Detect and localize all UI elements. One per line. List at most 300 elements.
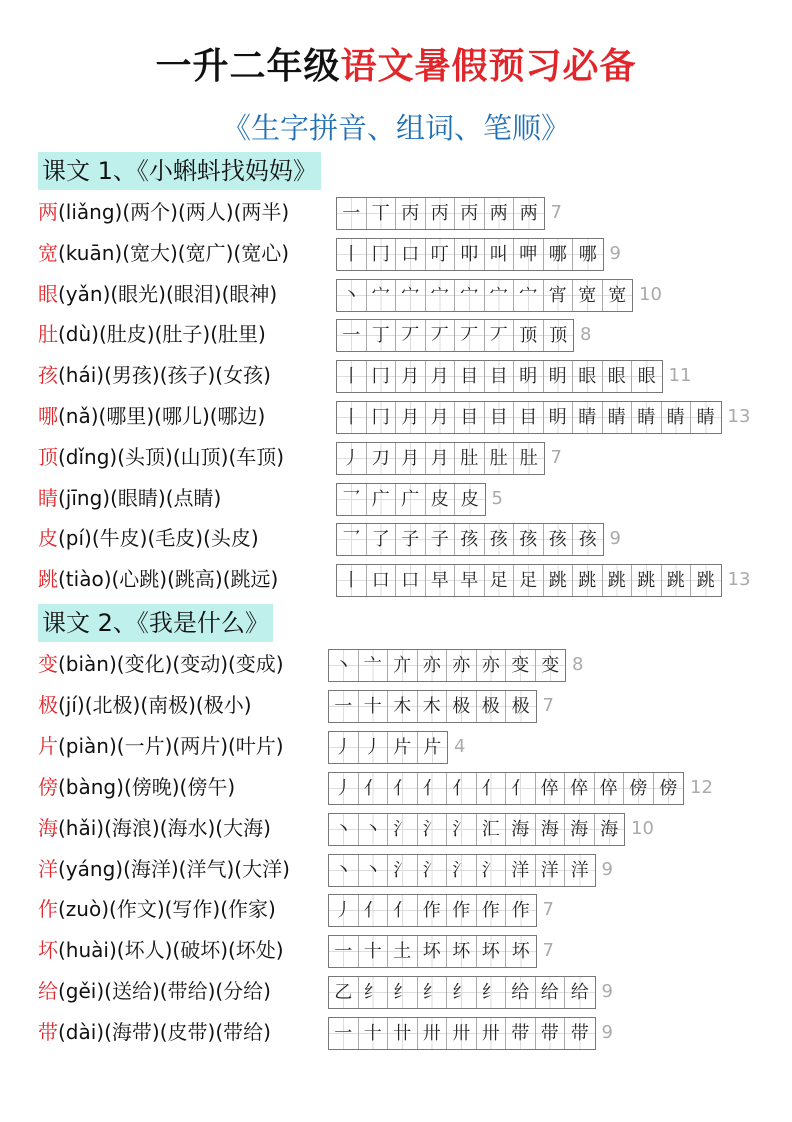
stroke-cell: 月 <box>426 402 456 433</box>
stroke-order-grid <box>328 731 448 764</box>
stroke-cell: 坏 <box>477 936 507 967</box>
stroke-cell: 乛 <box>337 484 367 515</box>
stroke-cell: 两 <box>485 198 515 229</box>
stroke-order-grid <box>336 523 604 556</box>
stroke-cell: 坏 <box>418 936 448 967</box>
stroke-cell: 一 <box>329 936 359 967</box>
pinyin: (gěi) <box>58 979 105 1004</box>
character-label <box>38 396 265 436</box>
character-label <box>38 767 235 807</box>
stroke-cell: 傍 <box>654 773 684 804</box>
stroke-cell: 跳 <box>632 565 662 596</box>
character-label <box>38 644 284 684</box>
stroke-cell: 月 <box>396 402 426 433</box>
word-list: (海洋)(洋气)(大洋) <box>123 856 290 881</box>
stroke-cell: 丿 <box>359 732 389 763</box>
pinyin: (pí) <box>58 526 92 551</box>
word-list: (哪里)(哪儿)(哪边) <box>98 404 266 428</box>
stroke-cell: 作 <box>506 895 536 926</box>
stroke-cell: 早 <box>455 565 485 596</box>
stroke-order-grid <box>336 564 722 597</box>
word-list: (海带)(皮带)(带给) <box>104 1020 271 1045</box>
stroke-cell: 丶 <box>337 280 367 311</box>
stroke-cell: 卄 <box>388 1018 418 1049</box>
pinyin: (liǎng) <box>58 200 123 224</box>
stroke-cell: 孩 <box>544 524 574 555</box>
stroke-cell: 孩 <box>573 524 603 555</box>
pinyin: (jīng) <box>58 485 111 510</box>
stroke-cell: 丆 <box>485 320 515 351</box>
stroke-cell: 丨 <box>337 239 367 270</box>
stroke-cell: 亣 <box>388 650 418 681</box>
character-label <box>38 808 271 848</box>
word-list: (头顶)(山顶)(车顶) <box>117 444 285 469</box>
stroke-cell: 丨 <box>337 361 367 392</box>
stroke-order-grid <box>336 279 633 312</box>
stroke-cell: 丶 <box>359 814 389 845</box>
stroke-cell: 纟 <box>388 977 418 1008</box>
stroke-cell: 足 <box>485 565 515 596</box>
title-red: 语文暑假预习必备 <box>340 46 637 87</box>
stroke-cell: 带 <box>506 1018 536 1049</box>
word-list: (海浪)(海水)(大海) <box>104 815 271 840</box>
stroke-cell: 氵 <box>418 855 448 886</box>
stroke-cell: 足 <box>514 565 544 596</box>
stroke-count: 10 <box>631 817 654 839</box>
stroke-cell: 亦 <box>418 650 448 681</box>
stroke-cell: 丿 <box>329 773 359 804</box>
stroke-count: 7 <box>550 446 562 468</box>
stroke-cell: 一 <box>329 1018 359 1049</box>
stroke-cell: 眀 <box>544 361 574 392</box>
stroke-cell: 跳 <box>603 565 633 596</box>
stroke-cell: 海 <box>506 814 536 845</box>
stroke-cell: 卅 <box>477 1018 507 1049</box>
stroke-count: 5 <box>491 487 503 509</box>
character-label <box>38 930 284 970</box>
stroke-cell: 宵 <box>544 280 574 311</box>
stroke-order-grid <box>328 976 596 1009</box>
stroke-cell: 丙 <box>455 198 485 229</box>
stroke-cell: 睛 <box>573 402 603 433</box>
character-label <box>38 849 290 889</box>
pinyin: (yáng) <box>58 856 124 881</box>
section-title: 课文 2、《我是什么》 <box>38 604 273 642</box>
pinyin: (kuān) <box>58 240 123 265</box>
stroke-cell: 亻 <box>359 895 389 926</box>
stroke-count: 13 <box>727 406 751 427</box>
character-label <box>38 274 277 314</box>
stroke-cell: 氵 <box>388 814 418 845</box>
stroke-order-grid <box>328 935 537 968</box>
stroke-cell: 海 <box>536 814 566 845</box>
stroke-cell: 海 <box>565 814 595 845</box>
stroke-cell: 哪 <box>544 239 574 270</box>
character-label <box>38 355 271 395</box>
pinyin: (hǎi) <box>58 815 105 840</box>
stroke-cell: 纟 <box>477 977 507 1008</box>
stroke-cell: 睛 <box>662 402 692 433</box>
stroke-count: 7 <box>550 202 562 223</box>
stroke-order-grid <box>328 772 684 805</box>
stroke-cell: 亻 <box>477 773 507 804</box>
pinyin: (piàn) <box>58 733 117 758</box>
word-list: (牛皮)(毛皮)(头皮) <box>91 526 259 551</box>
character: 坏 <box>38 938 58 963</box>
stroke-cell: 丶 <box>329 814 359 845</box>
stroke-cell: 叫 <box>485 239 515 270</box>
stroke-cell: 丿 <box>337 443 367 474</box>
stroke-count: 12 <box>690 776 713 798</box>
word-list: (一片)(两片)(叶片) <box>116 733 284 758</box>
pinyin: (huài) <box>58 938 117 963</box>
stroke-count: 9 <box>601 858 613 880</box>
stroke-cell: 倅 <box>536 773 566 804</box>
stroke-cell: 口 <box>396 239 426 270</box>
stroke-count: 9 <box>609 242 621 264</box>
pinyin: (nǎ) <box>58 404 99 428</box>
character: 跳 <box>38 567 58 592</box>
stroke-cell: 宀 <box>396 280 426 311</box>
stroke-cell: 卅 <box>447 1018 477 1049</box>
character: 变 <box>38 652 58 676</box>
stroke-cell: 冂 <box>367 239 397 270</box>
character: 肚 <box>38 322 58 347</box>
stroke-cell: 目 <box>485 361 515 392</box>
stroke-cell: 早 <box>426 565 456 596</box>
stroke-cell: 十 <box>359 936 389 967</box>
stroke-cell: 两 <box>514 198 544 229</box>
stroke-cell: 丿 <box>329 895 359 926</box>
stroke-count: 10 <box>639 283 662 305</box>
stroke-cell: 目 <box>485 402 515 433</box>
stroke-cell: 子 <box>426 524 456 555</box>
pinyin: (zuò) <box>58 897 110 922</box>
stroke-cell: 眼 <box>632 361 662 392</box>
stroke-cell: 洋 <box>565 855 595 886</box>
word-list: (送给)(带给)(分给) <box>104 979 271 1004</box>
stroke-cell: 目 <box>514 402 544 433</box>
stroke-cell: 纟 <box>447 977 477 1008</box>
stroke-cell: 丶 <box>359 855 389 886</box>
stroke-cell: 宀 <box>426 280 456 311</box>
pinyin: (jí) <box>58 692 85 717</box>
character-label <box>38 437 284 477</box>
stroke-cell: 睛 <box>632 402 662 433</box>
stroke-cell: 傍 <box>624 773 654 804</box>
character-label <box>38 233 289 273</box>
stroke-cell: 给 <box>565 977 595 1008</box>
word-list: (傍晚)(傍午) <box>123 774 236 799</box>
stroke-cell: 十 <box>359 691 389 722</box>
pinyin: (hái) <box>58 363 105 388</box>
stroke-order-grid <box>336 319 574 352</box>
stroke-cell: 顶 <box>514 320 544 351</box>
stroke-cell: 睛 <box>691 402 721 433</box>
stroke-cell: 亦 <box>447 650 477 681</box>
stroke-cell: 口 <box>396 565 426 596</box>
stroke-cell: 片 <box>388 732 418 763</box>
stroke-cell: 丙 <box>396 198 426 229</box>
page-title <box>0 38 792 89</box>
stroke-cell: 眼 <box>573 361 603 392</box>
stroke-cell: 纟 <box>418 977 448 1008</box>
character-label <box>38 518 259 558</box>
stroke-cell: 跳 <box>573 565 603 596</box>
character-label <box>38 1012 271 1052</box>
stroke-count: 13 <box>727 569 751 591</box>
stroke-cell: 给 <box>506 977 536 1008</box>
stroke-order-grid <box>328 894 537 927</box>
stroke-order-grid <box>336 360 663 393</box>
stroke-order-grid <box>328 1017 596 1050</box>
stroke-cell: 氵 <box>447 814 477 845</box>
stroke-cell: 极 <box>477 691 507 722</box>
stroke-cell: 亻 <box>359 773 389 804</box>
stroke-cell: 坏 <box>447 936 477 967</box>
stroke-cell: 纟 <box>359 977 389 1008</box>
stroke-cell: 刀 <box>367 443 397 474</box>
character-label <box>38 314 266 354</box>
pinyin: (yǎn) <box>58 281 111 306</box>
word-list: (宽大)(宽广)(宽心) <box>122 240 290 265</box>
character: 顶 <box>38 444 58 469</box>
stroke-cell: 冂 <box>367 402 397 433</box>
word-list: (坏人)(破坏)(坏处) <box>116 938 284 963</box>
stroke-cell: 丆 <box>396 320 426 351</box>
stroke-cell: 亻 <box>388 895 418 926</box>
stroke-cell: 月 <box>426 361 456 392</box>
character: 片 <box>38 733 58 758</box>
stroke-cell: 月 <box>426 443 456 474</box>
stroke-cell: 丅 <box>367 198 397 229</box>
character: 哪 <box>38 404 58 428</box>
stroke-cell: 宀 <box>514 280 544 311</box>
stroke-cell: 丆 <box>455 320 485 351</box>
stroke-order-grid <box>328 649 566 682</box>
stroke-cell: 变 <box>536 650 566 681</box>
stroke-cell: 带 <box>565 1018 595 1049</box>
stroke-cell: 了 <box>367 524 397 555</box>
stroke-cell: 极 <box>506 691 536 722</box>
stroke-cell: 倅 <box>565 773 595 804</box>
stroke-cell: 丶 <box>329 855 359 886</box>
stroke-cell: 丨 <box>337 402 367 433</box>
stroke-cell: 一 <box>337 198 367 229</box>
stroke-cell: 目 <box>455 402 485 433</box>
stroke-cell: 作 <box>447 895 477 926</box>
word-list: (眼睛)(点睛) <box>110 485 222 510</box>
word-list: (北极)(南极)(极小) <box>84 692 252 717</box>
stroke-cell: 一 <box>329 691 359 722</box>
stroke-order-grid <box>328 690 537 723</box>
stroke-cell: 呷 <box>514 239 544 270</box>
stroke-cell: 乛 <box>337 524 367 555</box>
stroke-cell: 变 <box>506 650 536 681</box>
stroke-cell: 海 <box>595 814 625 845</box>
stroke-cell: 口 <box>367 565 397 596</box>
stroke-cell: 顶 <box>544 320 574 351</box>
stroke-cell: 睛 <box>603 402 633 433</box>
character-label <box>38 559 278 599</box>
stroke-cell: 丿 <box>329 732 359 763</box>
stroke-cell: 孩 <box>514 524 544 555</box>
word-list: (肚皮)(肚子)(肚里) <box>98 322 266 347</box>
character: 作 <box>38 897 58 922</box>
stroke-cell: 极 <box>447 691 477 722</box>
stroke-cell: 眀 <box>514 361 544 392</box>
character-label <box>38 478 221 518</box>
stroke-cell: 肚 <box>455 443 485 474</box>
pinyin: (biàn) <box>58 652 117 676</box>
stroke-cell: 给 <box>536 977 566 1008</box>
stroke-cell: 作 <box>418 895 448 926</box>
stroke-cell: 叮 <box>426 239 456 270</box>
stroke-cell: 丶 <box>329 650 359 681</box>
stroke-cell: 宽 <box>573 280 603 311</box>
pinyin: (tiào) <box>58 567 112 592</box>
word-list: (心跳)(跳高)(跳远) <box>111 567 279 592</box>
stroke-cell: 肚 <box>514 443 544 474</box>
character: 皮 <box>38 526 58 551</box>
stroke-cell: 肚 <box>485 443 515 474</box>
stroke-cell: 丙 <box>426 198 456 229</box>
stroke-count: 9 <box>609 528 621 550</box>
character: 眼 <box>38 281 58 306</box>
character: 睛 <box>38 485 58 510</box>
stroke-count: 11 <box>668 365 692 387</box>
stroke-cell: 月 <box>396 443 426 474</box>
stroke-cell: 孩 <box>455 524 485 555</box>
character: 极 <box>38 692 58 717</box>
stroke-count: 8 <box>580 324 592 346</box>
stroke-cell: 氵 <box>447 855 477 886</box>
stroke-cell: 亻 <box>388 773 418 804</box>
stroke-cell: 宽 <box>603 280 633 311</box>
stroke-cell: 跳 <box>691 565 721 596</box>
pinyin: (dù) <box>58 322 99 347</box>
word-list: (两个)(两人)(两半) <box>122 200 290 224</box>
character-label <box>38 889 276 929</box>
stroke-cell: 广 <box>367 484 397 515</box>
stroke-cell: 十 <box>359 1018 389 1049</box>
stroke-cell: 亻 <box>447 773 477 804</box>
stroke-order-grid <box>336 442 545 475</box>
stroke-cell: 皮 <box>426 484 456 515</box>
stroke-cell: 氵 <box>418 814 448 845</box>
stroke-cell: 片 <box>418 732 448 763</box>
pinyin: (bàng) <box>58 774 124 799</box>
stroke-cell: 亻 <box>418 773 448 804</box>
stroke-order-grid <box>336 238 604 271</box>
pinyin: (dǐng) <box>58 444 118 469</box>
stroke-cell: 宀 <box>485 280 515 311</box>
stroke-cell: 丆 <box>426 320 456 351</box>
character: 洋 <box>38 856 58 881</box>
page-subtitle: 《生字拼音、组词、笔顺》 <box>221 111 570 145</box>
stroke-cell: 冂 <box>367 361 397 392</box>
stroke-cell: 亠 <box>359 650 389 681</box>
character: 傍 <box>38 774 58 799</box>
character: 给 <box>38 979 58 1004</box>
stroke-cell: 作 <box>477 895 507 926</box>
stroke-cell: 亻 <box>506 773 536 804</box>
stroke-count: 4 <box>454 735 466 757</box>
stroke-cell: 丁 <box>367 320 397 351</box>
stroke-cell: 带 <box>536 1018 566 1049</box>
stroke-cell: 土 <box>388 936 418 967</box>
stroke-cell: 木 <box>418 691 448 722</box>
stroke-cell: 倅 <box>595 773 625 804</box>
stroke-cell: 目 <box>455 361 485 392</box>
stroke-count: 9 <box>601 1022 613 1044</box>
stroke-count: 8 <box>572 654 584 675</box>
stroke-cell: 卅 <box>418 1018 448 1049</box>
stroke-cell: 氵 <box>388 855 418 886</box>
stroke-cell: 宀 <box>455 280 485 311</box>
stroke-cell: 坏 <box>506 936 536 967</box>
character-label <box>38 971 271 1011</box>
stroke-order-grid <box>336 483 486 516</box>
stroke-cell: 洋 <box>536 855 566 886</box>
stroke-cell: 眼 <box>603 361 633 392</box>
stroke-cell: 洋 <box>506 855 536 886</box>
character: 宽 <box>38 240 58 265</box>
word-list: (男孩)(孩子)(女孩) <box>104 363 271 388</box>
stroke-cell: 孩 <box>485 524 515 555</box>
stroke-cell: 眀 <box>544 402 574 433</box>
stroke-order-grid <box>336 401 722 434</box>
stroke-cell: 氵 <box>477 855 507 886</box>
section-title: 课文 1、《小蝌蚪找妈妈》 <box>38 152 321 190</box>
stroke-order-grid <box>328 854 596 887</box>
word-list: (作文)(写作)(作家) <box>109 897 276 922</box>
stroke-cell: 一 <box>337 320 367 351</box>
character-label <box>38 192 289 232</box>
character-label <box>38 685 252 725</box>
stroke-cell: 叩 <box>455 239 485 270</box>
stroke-cell: 丨 <box>337 565 367 596</box>
stroke-count: 7 <box>542 940 554 962</box>
character: 海 <box>38 815 58 840</box>
stroke-cell: 亦 <box>477 650 507 681</box>
stroke-cell: 广 <box>396 484 426 515</box>
character: 两 <box>38 200 58 224</box>
stroke-cell: 汇 <box>477 814 507 845</box>
stroke-cell: 子 <box>396 524 426 555</box>
pinyin: (dài) <box>58 1020 105 1045</box>
word-list: (变化)(变动)(变成) <box>116 652 284 676</box>
stroke-order-grid <box>336 197 545 230</box>
stroke-count: 7 <box>542 899 554 921</box>
stroke-cell: 皮 <box>455 484 485 515</box>
stroke-cell: 哪 <box>573 239 603 270</box>
stroke-count: 9 <box>601 981 613 1003</box>
character: 带 <box>38 1020 58 1045</box>
stroke-cell: 跳 <box>544 565 574 596</box>
title-black: 一升二年级 <box>155 46 341 87</box>
stroke-count: 7 <box>542 694 554 716</box>
character-label <box>38 726 284 766</box>
character: 孩 <box>38 363 58 388</box>
stroke-cell: 月 <box>396 361 426 392</box>
stroke-cell: 木 <box>388 691 418 722</box>
word-list: (眼光)(眼泪)(眼神) <box>110 281 278 306</box>
stroke-cell: 宀 <box>367 280 397 311</box>
stroke-cell: 乙 <box>329 977 359 1008</box>
stroke-order-grid <box>328 813 625 846</box>
stroke-cell: 跳 <box>662 565 692 596</box>
